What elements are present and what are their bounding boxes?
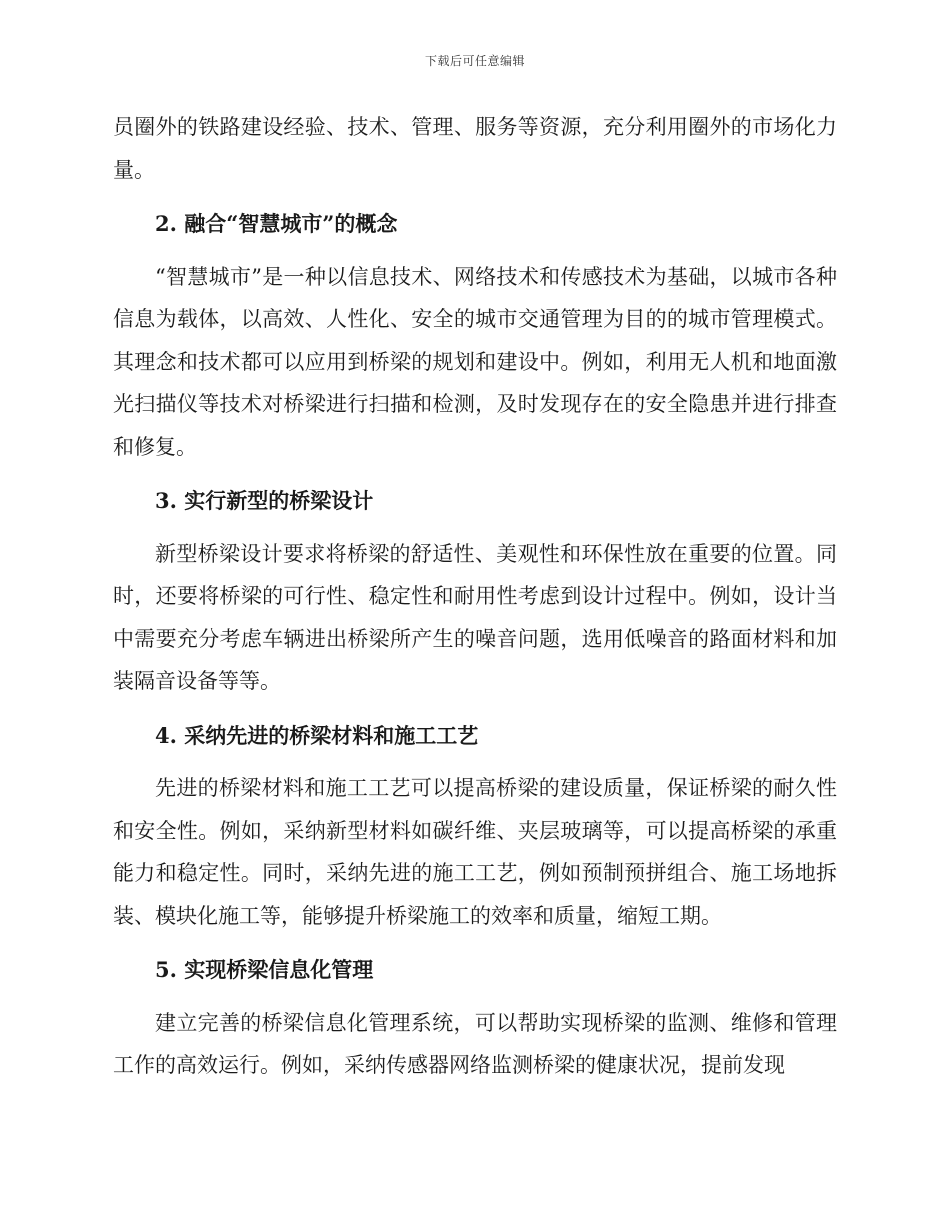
document-body xyxy=(113,106,837,1087)
section-heading-4: 4. 采纳先进的桥梁材料和施工工艺 xyxy=(155,722,479,748)
section-heading-5: 5. 实现桥梁信息化管理 xyxy=(155,957,374,982)
page-header: 下载后可任意编辑 xyxy=(424,54,525,68)
paragraph-info-management: 建立完善的桥梁信息化管理系统，可以帮助实现桥梁的监测、维修和管理工作的高效运行。例如，采纳传感器网络监测桥梁的健康状况，提前发现 xyxy=(113,1010,837,1077)
paragraph-smart-city: “智慧城市”是一种以信息技术、网络技术和传感技术为基础，以城市各种信息为载体，以高效、人性化、安全的城市交通管理为目的的城市管理模式。其理念和技术都可以应用到桥梁的规划和建设中。例如，利用无人机和地面激光扫描仪等技术对桥梁进行扫描和检测，及时发现存在的安全隐患并进行排查和修复。 xyxy=(113,264,837,459)
section-heading-2: 2. 融合“智慧城市”的概念 xyxy=(155,211,398,236)
paragraph-continued: 员圈外的铁路建设经验、技术、管理、服务等资源，充分利用圈外的市场化力量。 xyxy=(113,115,837,182)
paragraph-bridge-design: 新型桥梁设计要求将桥梁的舒适性、美观性和环保性放在重要的位置。同时，还要将桥梁的可行性、稳定性和耐用性考虑到设计过程中。例如，设计当中需要充分考虑车辆进出桥梁所产生的噪音问题，选用低噪音的路面材料和加装隔音设备等等。 xyxy=(113,541,837,693)
paragraph-materials: 先进的桥梁材料和施工工艺可以提高桥梁的建设质量，保证桥梁的耐久性和安全性。例如，采纳新型材料如碳纤维、夹层玻璃等，可以提高桥梁的承重能力和稳定性。同时，采纳先进的施工工艺，例如预制预拼组合、施工场地拆装、模块化施工等，能够提升桥梁施工的效率和质量，缩短工期。 xyxy=(113,776,837,928)
section-heading-3: 3. 实行新型的桥梁设计 xyxy=(155,488,374,513)
